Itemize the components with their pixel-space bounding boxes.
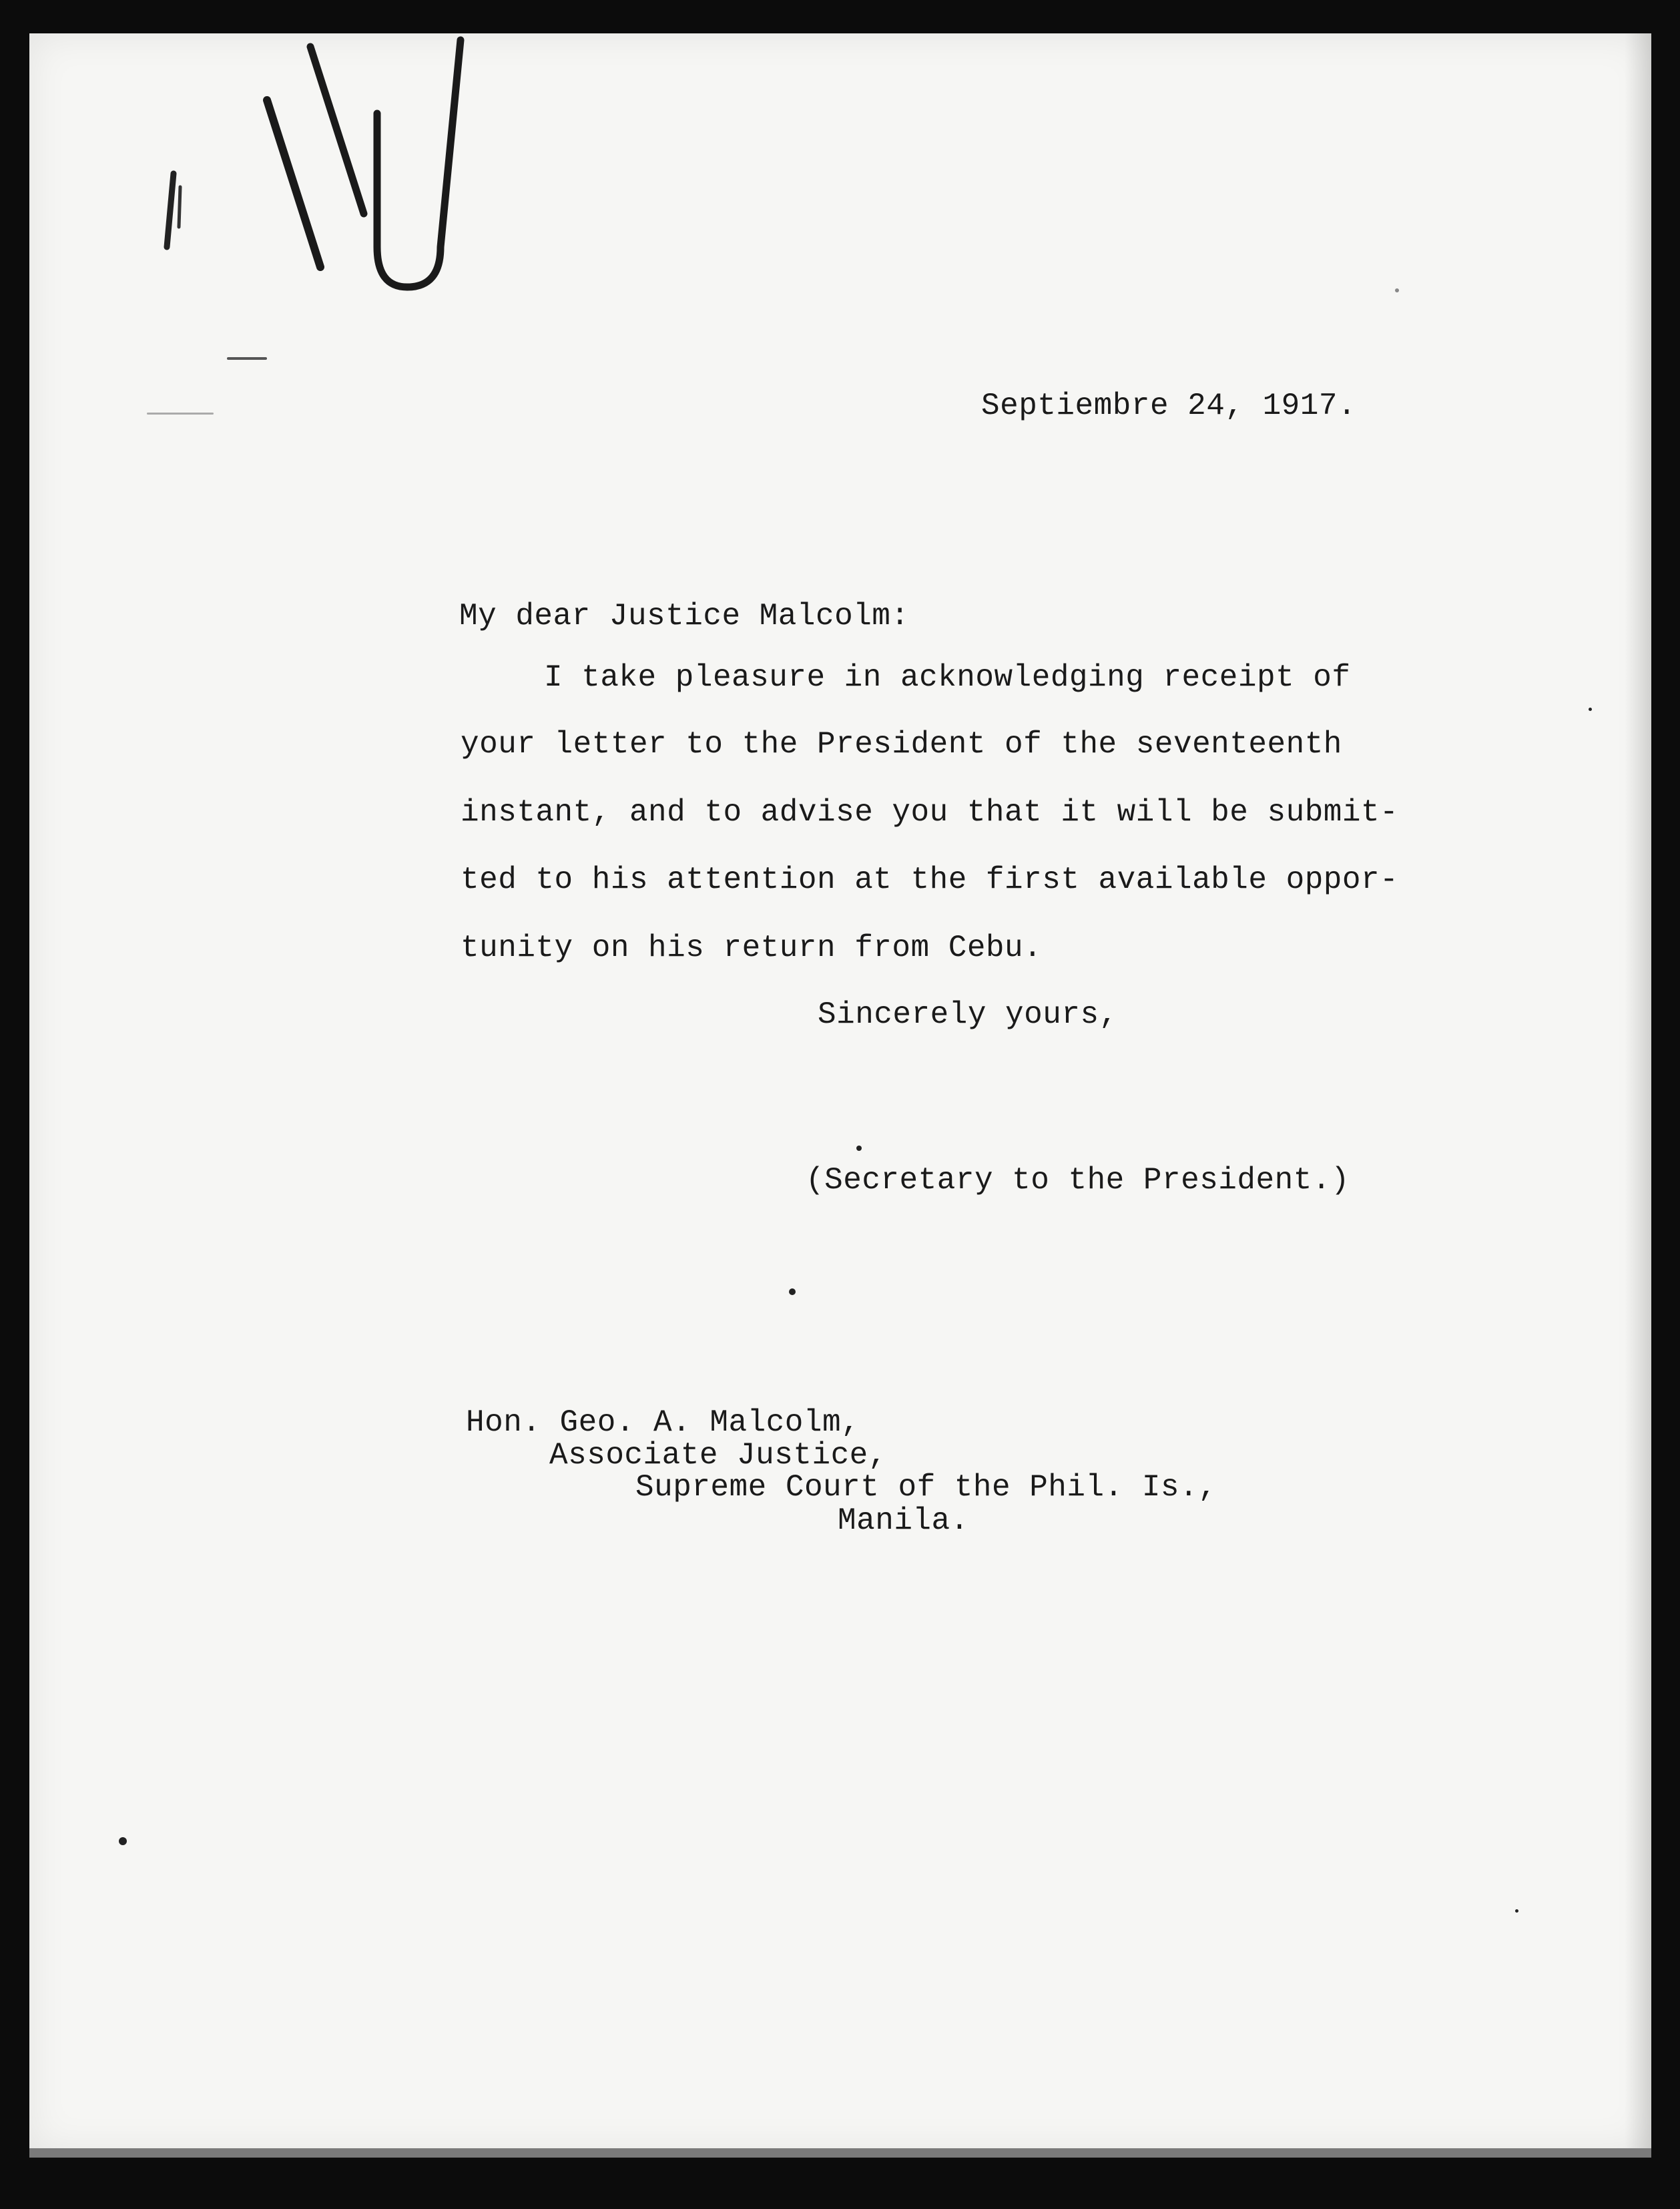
dust-speck — [147, 413, 214, 415]
address-line: Hon. Geo. A. Malcolm, — [466, 1405, 860, 1440]
dust-speck — [227, 357, 267, 360]
dust-speck — [1395, 288, 1399, 292]
body-line: ted to his attention at the first available oppor- — [461, 863, 1399, 897]
dust-speck — [1515, 1909, 1518, 1913]
dust-speck — [789, 1288, 796, 1295]
dust-speck — [856, 1146, 862, 1151]
salutation: My dear Justice Malcolm: — [459, 599, 910, 634]
dust-speck — [119, 1837, 127, 1845]
address-line: Associate Justice, — [549, 1438, 887, 1473]
address-line: Supreme Court of the Phil. Is., — [635, 1470, 1217, 1505]
letter-date: Septiembre 24, 1917. — [981, 389, 1357, 423]
sheet-bottom-edge — [29, 2148, 1651, 2158]
body-line: I take pleasure in acknowledging receipt of — [544, 660, 1351, 695]
body-line: tunity on his return from Cebu. — [461, 931, 1043, 965]
closing: Sincerely yours, — [818, 997, 1118, 1032]
body-line: your letter to the President of the seventeenth — [461, 727, 1342, 762]
paperclip-mark-icon — [147, 27, 494, 294]
signature-title: (Secretary to the President.) — [806, 1163, 1350, 1198]
letter-sheet — [29, 33, 1651, 2151]
address-line: Manila. — [838, 1503, 969, 1538]
dust-speck — [1589, 708, 1592, 711]
body-line: instant, and to advise you that it will be submit- — [461, 795, 1399, 830]
